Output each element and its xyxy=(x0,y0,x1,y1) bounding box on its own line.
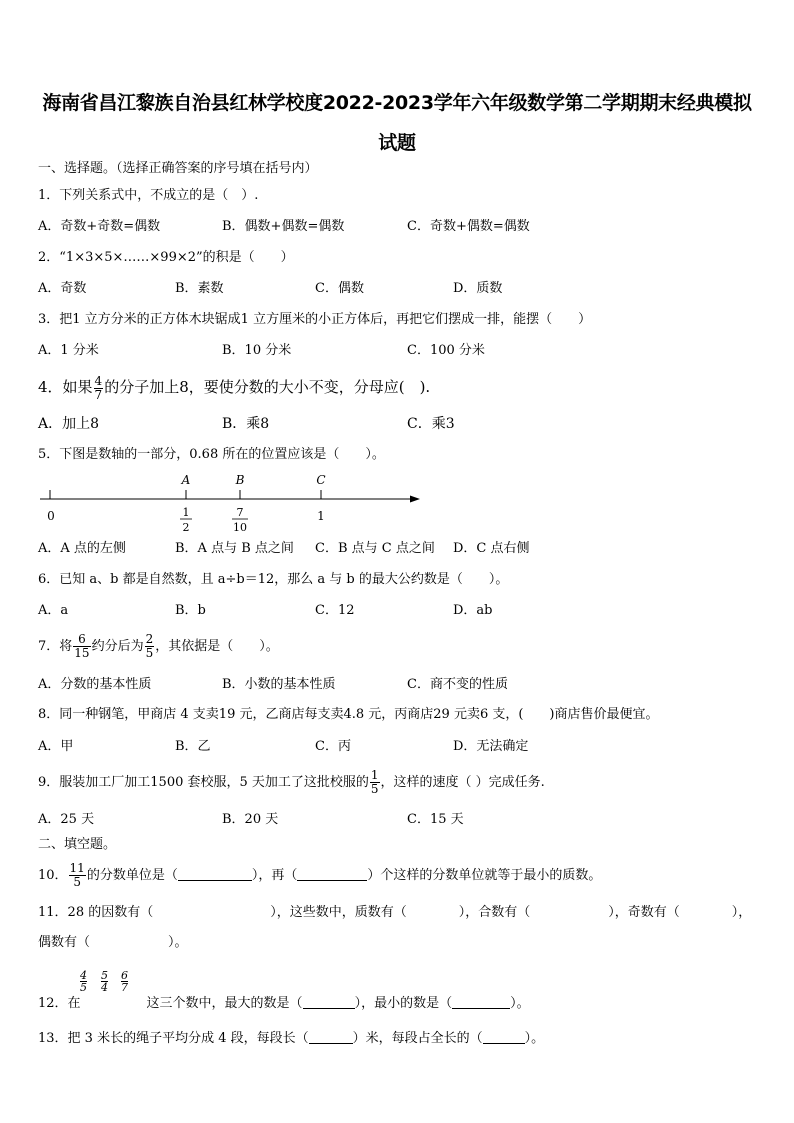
q7-option-a: A．分数的基本性质 xyxy=(38,677,152,692)
point-b-label: B xyxy=(235,473,245,487)
q7-fraction-1-numerator: 6 xyxy=(73,633,90,647)
q9-option-c: C．15 天 xyxy=(407,812,464,827)
q5-option-d: D．C 点右侧 xyxy=(453,541,530,556)
question-11-line2: 偶数有（ ）。 xyxy=(38,935,188,950)
q12-fraction-3 xyxy=(121,970,128,993)
q8-option-b: B．乙 xyxy=(175,739,211,754)
q5-option-b: B．A 点与 B 点之间 xyxy=(175,541,294,556)
point-c-label: C xyxy=(316,473,326,487)
q12-answer-blank-1[interactable] xyxy=(303,995,355,1009)
question-9 xyxy=(38,767,545,799)
tick-label-half-denominator: 2 xyxy=(182,521,190,534)
q9-fraction xyxy=(370,769,380,796)
question-5: 5．下图是数轴的一部分，0.68 所在的位置应该是（ ）。 xyxy=(38,447,385,462)
q10-answer-blank-1[interactable] xyxy=(178,867,252,881)
q12-fraction-1-numerator: 4 xyxy=(80,969,87,982)
q13-answer-blank-2[interactable] xyxy=(483,1030,525,1044)
q8-option-c: C．丙 xyxy=(315,739,351,754)
q3-option-c: C．100 分米 xyxy=(407,343,485,358)
q1-option-c: C．奇数+偶数=偶数 xyxy=(407,219,530,234)
question-8: 8．同一种钢笔，甲商店 4 支卖19 元，乙商店每支卖4.8 元，丙商店29 元卖6 支，( )商店售价最便宜。 xyxy=(38,707,659,722)
question-2: 2．“1×3×5×……×99×2”的积是（ ） xyxy=(38,250,294,265)
point-a-label: A xyxy=(181,473,191,487)
question-7 xyxy=(38,631,279,663)
section-heading-fill: 二、填空题。 xyxy=(38,837,117,852)
tick-label-half-numerator: 1 xyxy=(182,506,190,519)
tick-label-seven-tenths-numerator: 7 xyxy=(236,506,244,519)
q9-text-pre: 9．服装加工厂加工1500 套校服，5 天加工了这批校服的 xyxy=(38,775,369,790)
q12-fraction-3-numerator: 6 xyxy=(121,969,128,982)
q10-text-mid2: ），再（ xyxy=(251,868,298,883)
q7-option-c: C．商不变的性质 xyxy=(407,677,508,692)
q2-option-c: C．偶数 xyxy=(315,281,364,296)
q5-option-a: A．A 点的左侧 xyxy=(38,541,126,556)
q12-fraction-2-denominator: 4 xyxy=(101,981,108,994)
q4-fraction xyxy=(94,375,104,402)
q7-fraction-2-numerator: 2 xyxy=(145,632,154,646)
q4-option-b: B．乘8 xyxy=(222,416,270,432)
q3-option-b: B．10 分米 xyxy=(222,343,292,358)
q12-fraction-1 xyxy=(80,970,87,993)
q12-text-pre: 12．在 xyxy=(38,996,81,1011)
q10-text-mid1: 的分数单位是（ xyxy=(86,868,178,883)
q9-fraction-denominator: 5 xyxy=(370,782,379,796)
q9-text-post: ，这样的速度（ ）完成任务. xyxy=(380,775,545,790)
q4-text-post: 的分子加上8，要使分数的大小不变，分母应( ). xyxy=(104,378,431,396)
question-13 xyxy=(38,1030,544,1048)
q12-text-mid: 这三个数中，最大的数是（ xyxy=(146,996,303,1011)
q13-answer-blank-1[interactable] xyxy=(309,1030,353,1044)
tick-label-one: 1 xyxy=(317,509,325,523)
number-line-figure xyxy=(38,470,428,534)
q13-text-mid: ）米，每段占全长的（ xyxy=(352,1031,483,1046)
q10-text-pre: 10． xyxy=(38,868,68,883)
tick-label-seven-tenths-denominator: 10 xyxy=(233,521,247,534)
q12-text-post: ）。 xyxy=(510,996,530,1011)
q9-fraction-numerator: 1 xyxy=(370,768,379,782)
q7-fraction-1 xyxy=(73,633,90,660)
question-6: 6．已知 a、b 都是自然数，且 a÷b＝12，那么 a 与 b 的最大公约数是（ ）。 xyxy=(38,572,509,587)
q5-option-c: C．B 点与 C 点之间 xyxy=(315,541,435,556)
q8-option-d: D．无法确定 xyxy=(453,739,529,754)
q7-option-b: B．小数的基本性质 xyxy=(222,677,336,692)
q13-text-post: ）。 xyxy=(524,1031,545,1046)
q12-text-mid2: ），最小的数是（ xyxy=(354,996,453,1011)
q7-fraction-1-denominator: 15 xyxy=(74,646,90,660)
q4-fraction-numerator: 4 xyxy=(94,373,103,388)
q6-option-d: D．ab xyxy=(453,603,493,618)
question-12 xyxy=(38,995,530,1013)
q10-fraction-numerator: 11 xyxy=(69,861,85,875)
q7-text-pre: 7．将 xyxy=(38,639,73,654)
q12-fraction-3-denominator: 7 xyxy=(121,981,128,994)
tick-label-zero: 0 xyxy=(47,509,55,523)
question-3: 3．把1 立方分米的正方体木块锯成1 立方厘米的小正方体后，再把它们摆成一排，能摆（ ） xyxy=(38,312,592,327)
q6-option-a: A．a xyxy=(38,603,69,618)
q7-fraction-2 xyxy=(145,633,155,660)
q7-text-post: ，其依据是（ ）。 xyxy=(155,639,279,654)
q7-text-mid: 约分后为 xyxy=(91,639,144,654)
q4-text-pre: 4．如果 xyxy=(38,378,93,396)
question-1: 1．下列关系式中，不成立的是（ ）. xyxy=(38,188,259,203)
q8-option-a: A．甲 xyxy=(38,739,74,754)
exam-title-line2: 试题 xyxy=(378,132,416,154)
q1-option-b: B．偶数+偶数=偶数 xyxy=(222,219,345,234)
q2-option-b: B．素数 xyxy=(175,281,224,296)
q9-option-a: A．25 天 xyxy=(38,812,95,827)
q10-fraction-denominator: 5 xyxy=(73,875,81,889)
q9-option-b: B．20 天 xyxy=(222,812,279,827)
question-10 xyxy=(38,860,601,892)
q12-fraction-2-numerator: 5 xyxy=(101,969,108,982)
q7-fraction-2-denominator: 5 xyxy=(145,646,154,660)
q2-option-d: D．质数 xyxy=(453,281,503,296)
question-11-line1: 11．28 的因数有（ ），这些数中，质数有（ ），合数有（ ），奇数有（ ）， xyxy=(38,905,752,920)
q10-answer-blank-2[interactable] xyxy=(297,867,367,881)
q6-option-b: B．b xyxy=(175,603,206,618)
q2-option-a: A．奇数 xyxy=(38,281,87,296)
q10-fraction xyxy=(69,862,86,889)
q12-answer-blank-2[interactable] xyxy=(452,995,510,1009)
q4-fraction-denominator: 7 xyxy=(94,387,103,402)
q1-option-a: A．奇数+奇数=偶数 xyxy=(38,219,161,234)
section-heading-choice: 一、选择题。（选择正确答案的序号填在括号内） xyxy=(38,161,318,176)
q12-fraction-1-denominator: 5 xyxy=(80,981,87,994)
q4-option-c: C．乘3 xyxy=(407,416,455,432)
q12-fraction-2 xyxy=(101,970,108,993)
q13-text-pre: 13．把 3 米长的绳子平均分成 4 段，每段长（ xyxy=(38,1031,309,1046)
q6-option-c: C．12 xyxy=(315,603,355,618)
exam-title-line1: 海南省昌江黎族自治县红林学校度2022-2023学年六年级数学第二学期期末经典模拟 xyxy=(42,92,752,114)
number-line-arrow-icon xyxy=(410,496,420,503)
q4-option-a: A．加上8 xyxy=(38,416,100,432)
question-4 xyxy=(38,372,430,402)
q10-text-post: ）个这样的分数单位就等于最小的质数。 xyxy=(367,868,602,883)
q3-option-a: A．1 分米 xyxy=(38,343,99,358)
